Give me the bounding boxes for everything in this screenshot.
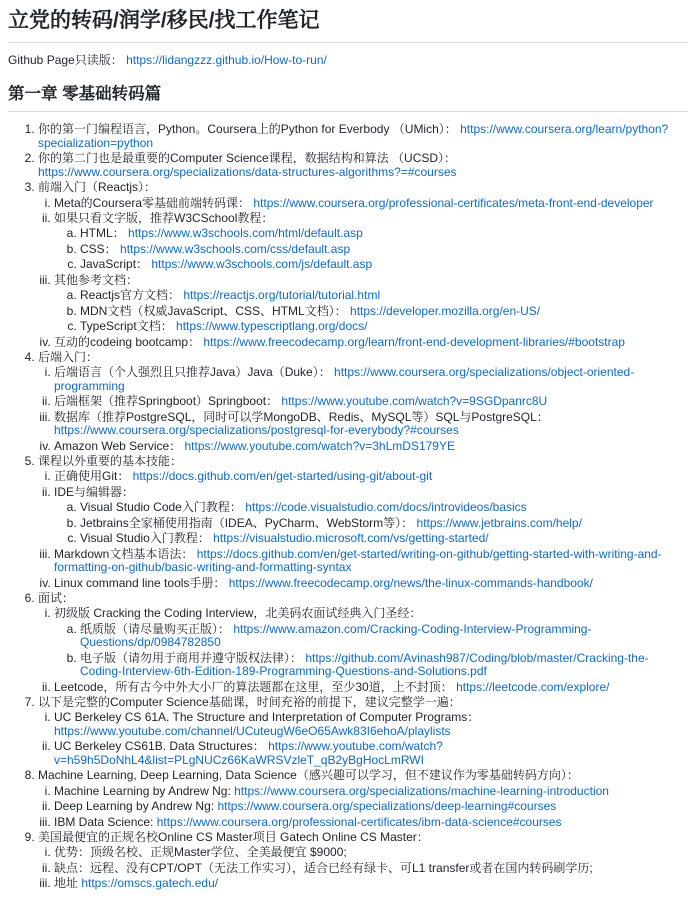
item-text: 面试： xyxy=(38,590,75,605)
sub-list xyxy=(38,846,688,890)
list-item xyxy=(54,800,688,813)
item-text: 你的第二门也是最重要的Computer Science课程，数据结构和算法 （UCSD）： xyxy=(38,151,457,166)
item-text: UC Berkeley CS61B. Data Structures： xyxy=(54,739,269,754)
item-text: Amazon Web Service： xyxy=(54,438,185,453)
item-link[interactable]: https://www.amazon.com/Cracking-Coding-Interview-Programming-Questions/dp/0984782850 xyxy=(80,621,592,650)
item-text: IBM Data Science: xyxy=(54,814,157,829)
sub-list xyxy=(38,366,688,453)
list-item xyxy=(54,411,688,438)
item-text: 以下是完整的Computer Science基础课，时间充裕的前提下，建议完整学一遍： xyxy=(38,695,461,710)
list-item xyxy=(80,532,688,545)
item-link[interactable]: https://www.w3schools.com/css/default.asp xyxy=(120,241,351,256)
list-item xyxy=(80,320,688,333)
item-link[interactable]: https://www.coursera.org/specializations/deep-learning#courses xyxy=(217,799,557,814)
item-text: IDE与编辑器： xyxy=(54,484,135,499)
item-link[interactable]: https://www.w3schools.com/js/default.asp xyxy=(151,257,373,272)
list-item xyxy=(38,831,688,891)
list-item xyxy=(80,501,688,514)
sub-list xyxy=(54,289,688,333)
list-item xyxy=(54,846,688,859)
list-item xyxy=(80,227,688,240)
list-item xyxy=(54,740,688,767)
item-text: 美国最便宜的正规名校Online CS Master项目 Gatech Online CS Master： xyxy=(38,829,429,844)
item-link[interactable]: https://www.w3schools.com/html/default.asp xyxy=(128,226,363,241)
item-text: 你的第一门编程语言，Python。Coursera上的Python for Everbody （UMich）： xyxy=(38,122,461,137)
list-item xyxy=(54,877,688,890)
item-link[interactable]: https://reactjs.org/tutorial/tutorial.html xyxy=(183,288,381,303)
item-text: 后端入门： xyxy=(38,349,99,364)
list-item xyxy=(54,607,688,678)
item-text: Visual Studio Code入门教程： xyxy=(80,500,246,515)
item-text: 正确使用Git： xyxy=(54,469,133,484)
item-link[interactable]: https://www.coursera.org/learn/python?specialization=python xyxy=(38,122,669,150)
item-link[interactable]: https://www.coursera.org/specializations/machine-learning-introduction xyxy=(234,783,609,798)
item-text: UC Berkeley CS 61A. The Structure and Interpretation of Computer Programs： xyxy=(54,710,480,725)
item-text: JavaScript： xyxy=(80,257,152,272)
item-link[interactable]: https://code.visualstudio.com/docs/introvideos/basics xyxy=(245,500,527,515)
item-text: Leetcode，所有古今中外大小厂的算法题都在这里，至少30道，上不封顶： xyxy=(54,679,457,694)
list-item xyxy=(38,696,688,767)
list-item xyxy=(38,152,688,179)
sub-list xyxy=(38,607,688,694)
item-text: 互动的codeing bootcamp： xyxy=(54,334,204,349)
item-text: 电子版（请勿用于商用并遵守版权法律）： xyxy=(80,650,306,665)
item-link[interactable]: https://www.youtube.com/channel/UCuteugW6eO65Awk83I6ehoA/playlists xyxy=(54,723,451,738)
item-text: 前端入门（Reactjs）： xyxy=(38,180,157,195)
sub-list xyxy=(38,197,688,349)
item-text: 如果只看文字版，推荐W3CSchool教程： xyxy=(54,211,274,226)
item-text: Jetbrains全家桶使用指南（IDEA、PyCharm、WebStorm等）： xyxy=(80,515,417,530)
item-text: Visual Studio入门教程： xyxy=(80,531,214,546)
item-text: 初级版 Cracking the Coding Interview，北美码农面试经典入门圣经： xyxy=(54,606,422,621)
item-text: Machine Learning, Deep Learning, Data Science（感兴趣可以学习，但不建议作为零基础转码方向）： xyxy=(38,768,579,783)
item-link[interactable]: https://www.youtube.com/watch?v=3hLmDS179YE xyxy=(184,438,455,453)
list-item xyxy=(54,816,688,829)
item-link[interactable]: https://docs.github.com/en/get-started/writing-on-github/getting-started-with-writing-and-formatting-on-github/basic-writing-and-formatting-syntax xyxy=(54,546,662,575)
item-text: 纸质版（请尽量购买正版）： xyxy=(80,621,234,636)
item-link[interactable]: https://visualstudio.microsoft.com/vs/getting-started/ xyxy=(213,531,489,546)
page-title: 立党的转码/润学/移民/找工作笔记 xyxy=(8,8,688,43)
item-text: 课程以外重要的基本技能： xyxy=(38,454,183,469)
list-item xyxy=(80,623,688,650)
item-text: Reactjs官方文档： xyxy=(80,288,184,303)
list-item xyxy=(54,197,688,210)
sub-list xyxy=(54,227,688,271)
list-item xyxy=(80,258,688,271)
item-text: 其他参考文档： xyxy=(54,272,139,287)
list-item xyxy=(80,289,688,302)
item-text: Deep Learning by Andrew Ng: xyxy=(54,799,218,814)
item-link[interactable]: https://www.typescriptlang.org/docs/ xyxy=(176,319,368,334)
item-text: Linux command line tools手册： xyxy=(54,575,229,590)
item-link[interactable]: https://developer.mozilla.org/en-US/ xyxy=(350,303,541,318)
item-text: 数据库（推荐PostgreSQL，同时可以学MongoDB、Redis、MySQL等）SQL与PostgreSQL： xyxy=(54,409,549,424)
item-link[interactable]: https://www.coursera.org/professional-certificates/meta-front-end-developer xyxy=(253,195,654,210)
item-text: TypeScript文档： xyxy=(80,319,177,334)
item-text: 后端框架（推荐Springboot）Springboot： xyxy=(54,394,282,409)
sub-list xyxy=(54,501,688,545)
chapter-list xyxy=(8,123,688,890)
list-item xyxy=(54,470,688,483)
list-item xyxy=(38,769,688,829)
list-item xyxy=(80,652,688,679)
list-item xyxy=(54,548,688,575)
item-link[interactable]: https://www.coursera.org/professional-certificates/ibm-data-science#courses xyxy=(156,814,562,829)
item-link[interactable]: https://www.freecodecamp.org/learn/front-end-development-libraries/#bootstrap xyxy=(203,334,625,349)
list-item xyxy=(54,395,688,408)
list-item xyxy=(80,305,688,318)
item-text: 缺点：远程、没有CPT/OPT（无法工作实习），适合已经有绿卡、可L1 transfer或者在国内转码刷学历; xyxy=(54,860,593,875)
list-item xyxy=(54,577,688,590)
list-item xyxy=(54,711,688,738)
item-text: HTML： xyxy=(80,226,129,241)
list-item xyxy=(54,366,688,393)
list-item xyxy=(54,785,688,798)
item-link[interactable]: https://omscs.gatech.edu/ xyxy=(81,876,219,891)
chapter-heading: 第一章 零基础转码篇 xyxy=(8,84,688,113)
list-item xyxy=(54,440,688,453)
item-text: Meta的Coursera零基础前端转码课： xyxy=(54,195,254,210)
item-link[interactable]: https://www.coursera.org/specializations/postgresql-for-everybody?#courses xyxy=(54,423,459,438)
item-link[interactable]: https://www.youtube.com/watch?v=h59h5DoNhL4&list=PLgNUCz66KaWRSVzleT_qB2yBgHocLmRWI xyxy=(54,739,443,767)
item-link[interactable]: https://leetcode.com/explore/ xyxy=(456,679,610,694)
item-link[interactable]: https://www.jetbrains.com/help/ xyxy=(416,515,582,530)
list-item xyxy=(54,212,688,272)
item-text: MDN文档（权威JavaScript、CSS、HTML文档）： xyxy=(80,303,351,318)
item-text: 地址 xyxy=(54,876,82,891)
list-item xyxy=(54,486,688,546)
list-item xyxy=(54,274,688,334)
item-link[interactable]: https://github.com/Avinash987/Coding/blob/master/Cracking-the-Coding-Interview-6th-Edition-189-Programming-Questions-and-Solutions.pdf xyxy=(80,650,649,679)
sub-list xyxy=(38,470,688,590)
list-item xyxy=(38,181,688,349)
item-text: Markdown文档基本语法： xyxy=(54,546,197,561)
list-item xyxy=(38,123,688,150)
item-link[interactable]: https://www.youtube.com/watch?v=9SGDpanrc8U xyxy=(281,394,548,409)
item-text: 后端语言（个人强烈且只推荐Java）Java（Duke）： xyxy=(54,365,335,380)
readonly-version-link[interactable]: https://lidangzzz.github.io/How-to-run/ xyxy=(126,53,327,68)
list-item xyxy=(38,592,688,694)
list-item xyxy=(54,681,688,694)
item-text: 优势：顶级名校、正规Master学位、全美最便宜 $9000; xyxy=(54,845,347,860)
item-link[interactable]: https://www.freecodecamp.org/news/the-linux-commands-handbook/ xyxy=(228,575,593,590)
item-text: CSS： xyxy=(80,241,121,256)
item-link[interactable]: https://docs.github.com/en/get-started/using-git/about-git xyxy=(132,469,433,484)
list-item xyxy=(54,336,688,349)
list-item xyxy=(80,243,688,256)
readonly-version-line xyxy=(8,53,688,69)
item-text: Machine Learning by Andrew Ng: xyxy=(54,783,235,798)
list-item xyxy=(80,517,688,530)
sub-list xyxy=(54,623,688,679)
readonly-version-label: Github Page只读版： xyxy=(8,53,127,68)
item-link[interactable]: https://www.coursera.org/specializations/object-oriented-programming xyxy=(54,365,635,393)
item-link[interactable]: https://www.coursera.org/specializations/data-structures-algorithms?=#courses xyxy=(38,164,457,179)
list-item xyxy=(38,455,688,590)
sub-list xyxy=(38,711,688,767)
list-item xyxy=(54,862,688,875)
sub-list xyxy=(38,785,688,829)
list-item xyxy=(38,351,688,453)
